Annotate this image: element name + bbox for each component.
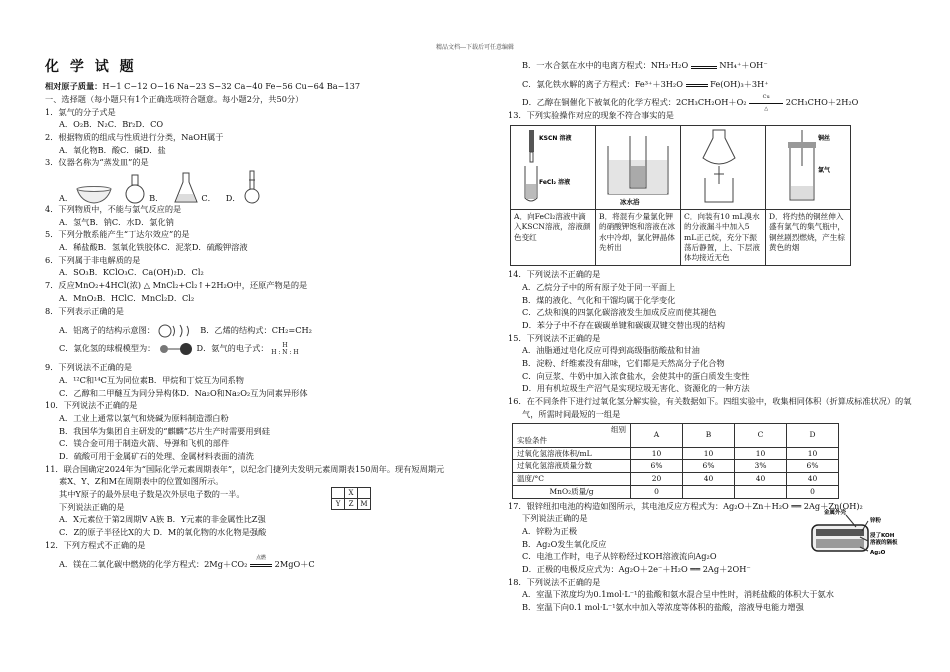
evaporating-dish-icon: [75, 184, 113, 204]
q7-stem: 7．反应MnO₂+4HCl(浓) △ MnCl₂+Cl₂↑+2H₂O中，还原产物是的是: [45, 280, 308, 291]
svg-text:浸了KOH: 浸了KOH: [870, 533, 895, 540]
atomic-mass-label: 相对原子质量：: [45, 81, 103, 92]
equals-arrow: 点燃: [250, 560, 272, 569]
exam-title: 化 学 试 题: [45, 59, 137, 75]
hydrolysis-arrow: [686, 80, 708, 89]
q17-option-a: A．锌粉为正极: [522, 525, 578, 536]
q13-figure-c: [681, 125, 766, 209]
q17-prompt: 下列说法正确的是: [522, 513, 588, 524]
q11-stem-2: 素X、Y、Z和M在周期表中的位置如图所示。: [59, 476, 224, 487]
q3-option-d: D．: [226, 170, 261, 204]
q2-stem: 2．根据物质的组成与性质进行分类，NaOH属于: [45, 131, 224, 142]
q18-option-a: A．室温下浓度均为0.1mol·L⁻¹的盐酸和氨水混合呈中性时，消耗盐酸的体积大于氨水: [522, 589, 834, 600]
q13-experiment-table: [510, 125, 851, 267]
q8-row-cd: C．氯化氢的球棍模型为： D．氨气的电子式： H H : N : H: [59, 342, 299, 357]
q12-option-d: D．乙醇在铜催化下被氧化的化学方程式：2CH₃CH₂OH＋O₂ Cu △ 2CH₃CHO＋2H₂O: [522, 93, 859, 112]
q1-stem: 1．氯气的分子式是: [45, 106, 116, 117]
q10-option-c: C．镁合金可用于制造火箭、导弹和飞机的部件: [59, 438, 230, 449]
table-row: 温度/°C 20 40 40 40: [513, 473, 839, 486]
table-row: MnO₂质量/g 0 0: [513, 485, 839, 498]
q7-options: A．MnO₂B．HClC．MnCl₂D．Cl₂: [59, 292, 195, 303]
q3-apparatus-row: [45, 170, 470, 204]
conical-flask-icon: [173, 172, 199, 204]
gas-jar-icon: [768, 126, 848, 206]
q10-option-d: D．硫酸可用于金属矿石的处理、金属材料表面的清洗: [59, 451, 254, 461]
left-column: [45, 58, 470, 571]
ionization-arrow: [691, 62, 717, 71]
atomic-mass-values: H−1 C−12 O−16 Na−23 S−32 Ca−40 Fe−56 Cu−64 Ba−137: [102, 81, 361, 92]
ice-bath-icon: [598, 126, 678, 206]
q3-stem: 3．仪器名称为“蒸发皿”的是: [45, 157, 149, 168]
q13-cell-b: B．将混有少量氯化钾的硝酸钾饱和溶液在冰水中冷却，氯化钾晶体先析出: [596, 210, 681, 266]
svg-text:锌粉: 锌粉: [870, 518, 882, 525]
q14-stem: 14．下列说法不正确的是: [508, 269, 601, 280]
q9-options-ab: A．¹²C和¹⁴C互为同位素B．甲烷和丁烷互为同系物: [59, 374, 244, 385]
q14-option-b: B．煤的液化、气化和干馏均属于化学变化: [522, 294, 676, 305]
q12-stem: 12．下列方程式不正确的是: [45, 539, 146, 550]
q12-option-b: B．一水合氨在水中的电离方程式：NH₃·H₂O NH₄⁺＋OH⁻: [522, 60, 768, 70]
right-column: [508, 60, 912, 615]
q10-option-a: A．工业上通常以氯气和烧碱为原料制造漂白粉: [59, 412, 229, 423]
atomic-mass-line: [45, 81, 470, 94]
section-heading: 一、选择题（每小题只有1个正确选项符合题意。每小题2分，共50分）: [45, 93, 304, 104]
q14-option-d: D．苯分子中不存在碳碳单键和碳碳双键交替出现的结构: [522, 320, 726, 330]
q18-option-b: B．室温下向0.1 mol·L⁻¹氨水中加入等浓度等体积的盐酸，溶液导电能力增强: [522, 602, 804, 612]
q17-block: [508, 510, 908, 576]
svg-text:FeCl₂ 溶液: FeCl₂ 溶液: [539, 178, 571, 186]
q13-cell-c: C．向装有10 mL溴水的分液漏斗中加入5 mL正己烷，充分下振荡后静置，上、下层液体均接近无色: [681, 210, 766, 266]
q11-stem-4: 下列说法正确的是: [59, 501, 125, 512]
q3-option-c: C．: [173, 172, 215, 204]
q16-col-d: D: [787, 423, 839, 447]
svg-text:金属外壳: 金属外壳: [824, 510, 847, 517]
q14-option-c: C．乙炔和溴的四氯化碳溶液发生加成反应而使其褪色: [522, 307, 717, 318]
q10-option-b: B．我国华为集团自主研发的“麒麟”芯片生产时需要用到硅: [59, 425, 270, 436]
q11-stem-1: 11．联合国确定2024年为“国际化学元素周期表年”，以纪念门捷列夫发明元素周期表150周年。现有短周期元: [45, 463, 445, 474]
q11-options-ab: A．X元素位于第2周期Ⅴ A族 B．Y元素的非金属性比Z强: [59, 514, 266, 525]
svg-text:冰水浴: 冰水浴: [620, 197, 640, 206]
q13-cell-a: A．向FeCl₂溶液中滴入KSCN溶液，溶液颜色变红: [511, 210, 596, 266]
q16-col-b: B: [683, 423, 735, 447]
q16-stem-1: 16．在不同条件下进行过氧化氢分解实验，有关数据如下。四组实验中，收集相同体积（折算成标准状况）的氧: [508, 396, 912, 407]
q8-row-ab: A．铝离子的结构示意图： B．乙烯的结构式：CH₂=CH₂: [45, 324, 470, 342]
catalytic-arrow: Cu △: [749, 99, 783, 108]
periodic-position-grid: X Y Z M: [331, 487, 371, 510]
q15-option-d: D．用有机垃圾生产沼气是实现垃圾无害化、资源化的一种方法: [522, 383, 750, 394]
svg-text:KSCN 溶液: KSCN 溶液: [539, 134, 572, 142]
q15-option-b: B．淀粉、纤维素没有甜味，它们都是天然高分子化合物: [522, 358, 725, 369]
q11-stem-3: 其中Y原子的最外层电子数是次外层电子数的一半。: [59, 489, 245, 500]
q4-stem: 4．下列物质中，不能与氯气反应的是: [45, 204, 182, 214]
q15-option-c: C．向豆浆、牛奶中加入浓食盐水，会使其中的蛋白质发生变性: [522, 370, 750, 381]
q9-stem: 9．下列说法不正确的是: [45, 362, 133, 373]
page-header-note: 精品文档---下载后可任意编辑: [435, 44, 515, 51]
q12-option-a: A．镁在二氧化碳中燃烧的化学方程式：2Mg＋CO₂ 点燃 2MgO＋C: [59, 555, 315, 569]
q6-stem: 6．下列属于非电解质的是: [45, 254, 141, 265]
q16-corner-cell: 组别 实验条件: [513, 423, 631, 447]
table-row: 过氧化氢溶液质量分数 6% 6% 3% 6%: [513, 460, 839, 473]
q17-option-d: D．正极的电极反应式为：Ag₂O＋2e⁻＋H₂O ══ 2Ag＋2OH⁻: [522, 563, 751, 574]
q17-option-c: C．电池工作时，电子从锌粉经过KOH溶液流向Ag₂O: [522, 551, 717, 562]
q13-stem: 13．下列实验操作对应的现象不符合事实的是: [508, 110, 674, 121]
round-flask-icon: [123, 174, 147, 204]
q18-stem: 18．下列说法不正确的是: [508, 576, 601, 587]
q12-option-c: C．氯化铁水解的离子方程式：Fe³⁺＋3H₂O Fe(OH)₃＋3H⁺: [522, 78, 769, 89]
q4-options: A．氢气B．钠C．水D．氯化钠: [59, 216, 174, 227]
q11-options-cd: C．Z的原子半径比X的大 D．M的氧化物的水化物是强酸: [59, 527, 267, 538]
volumetric-flask-icon: [243, 170, 261, 204]
nh3-electron-formula: H H : N : H: [271, 342, 299, 357]
q1-options: A．O₂B．N₂C．Br₂D．CO: [59, 119, 164, 130]
q8-stem: 8．下列表示正确的是: [45, 305, 124, 316]
svg-text:Ag₂O: Ag₂O: [870, 550, 886, 557]
q16-col-a: A: [631, 423, 683, 447]
q10-stem: 10．下列说法不正确的是: [45, 400, 138, 411]
q15-stem: 15．下列说法不正确的是: [508, 332, 601, 343]
q17-option-b: B．Ag₂O发生氧化反应: [522, 538, 607, 549]
q6-options: A．SO₃B．KClO₃C．Ca(OH)₂D．Cl₂: [59, 267, 204, 278]
hcl-ball-stick-icon: [158, 343, 194, 355]
button-battery-diagram: [806, 507, 916, 559]
q13-cell-d: D．将灼热的铜丝伸入盛有氯气的集气瓶中，铜丝剧烈燃烧，产生棕黄色的烟: [766, 210, 851, 266]
q9-options-cd: C．乙醇和二甲醚互为同分异构体D．Na₂O和Na₂O₂互为同素异形体: [59, 387, 308, 398]
q15-option-a: A．油脂通过皂化反应可得到高级脂肪酸盐和甘油: [522, 345, 700, 356]
q13-figure-a: [511, 125, 596, 209]
q13-figure-d: [766, 125, 851, 209]
q16-col-c: C: [735, 423, 787, 447]
q5-stem: 5．下列分散系能产生“丁达尔效应”的是: [45, 229, 190, 240]
q3-option-b: B．: [123, 174, 163, 204]
test-tube-dropper-icon: [513, 126, 593, 206]
q17-stem: 17．银锌纽扣电池的构造如图所示，其电池反应方程式为：Ag₂O＋Zn＋H₂O ══ 2Ag＋Zn(OH)₂: [508, 500, 863, 511]
al-ion-structure-icon: [158, 324, 198, 338]
q2-options: A．氧化物B．酸C．碱D．盐: [59, 144, 166, 155]
q13-figure-b: [596, 125, 681, 209]
q11-block: [45, 489, 470, 514]
q5-options: A．稀盐酸B．氢氧化铁胶体C．泥浆D．硫酸钾溶液: [59, 242, 248, 253]
q16-data-table: [512, 423, 839, 499]
svg-text:溶液的隔板: 溶液的隔板: [870, 540, 898, 547]
q16-stem-2: 气，所需时间最短的一组是: [522, 408, 621, 419]
svg-text:氯气: 氯气: [818, 166, 831, 174]
q14-option-a: A．乙烷分子中的所有原子处于同一平面上: [522, 281, 676, 292]
separatory-funnel-icon: [683, 126, 763, 206]
table-row: 过氧化氢溶液体积/mL 10 10 10 10: [513, 447, 839, 460]
svg-text:铜丝: 铜丝: [818, 134, 831, 142]
q3-option-a: A．: [59, 184, 113, 204]
